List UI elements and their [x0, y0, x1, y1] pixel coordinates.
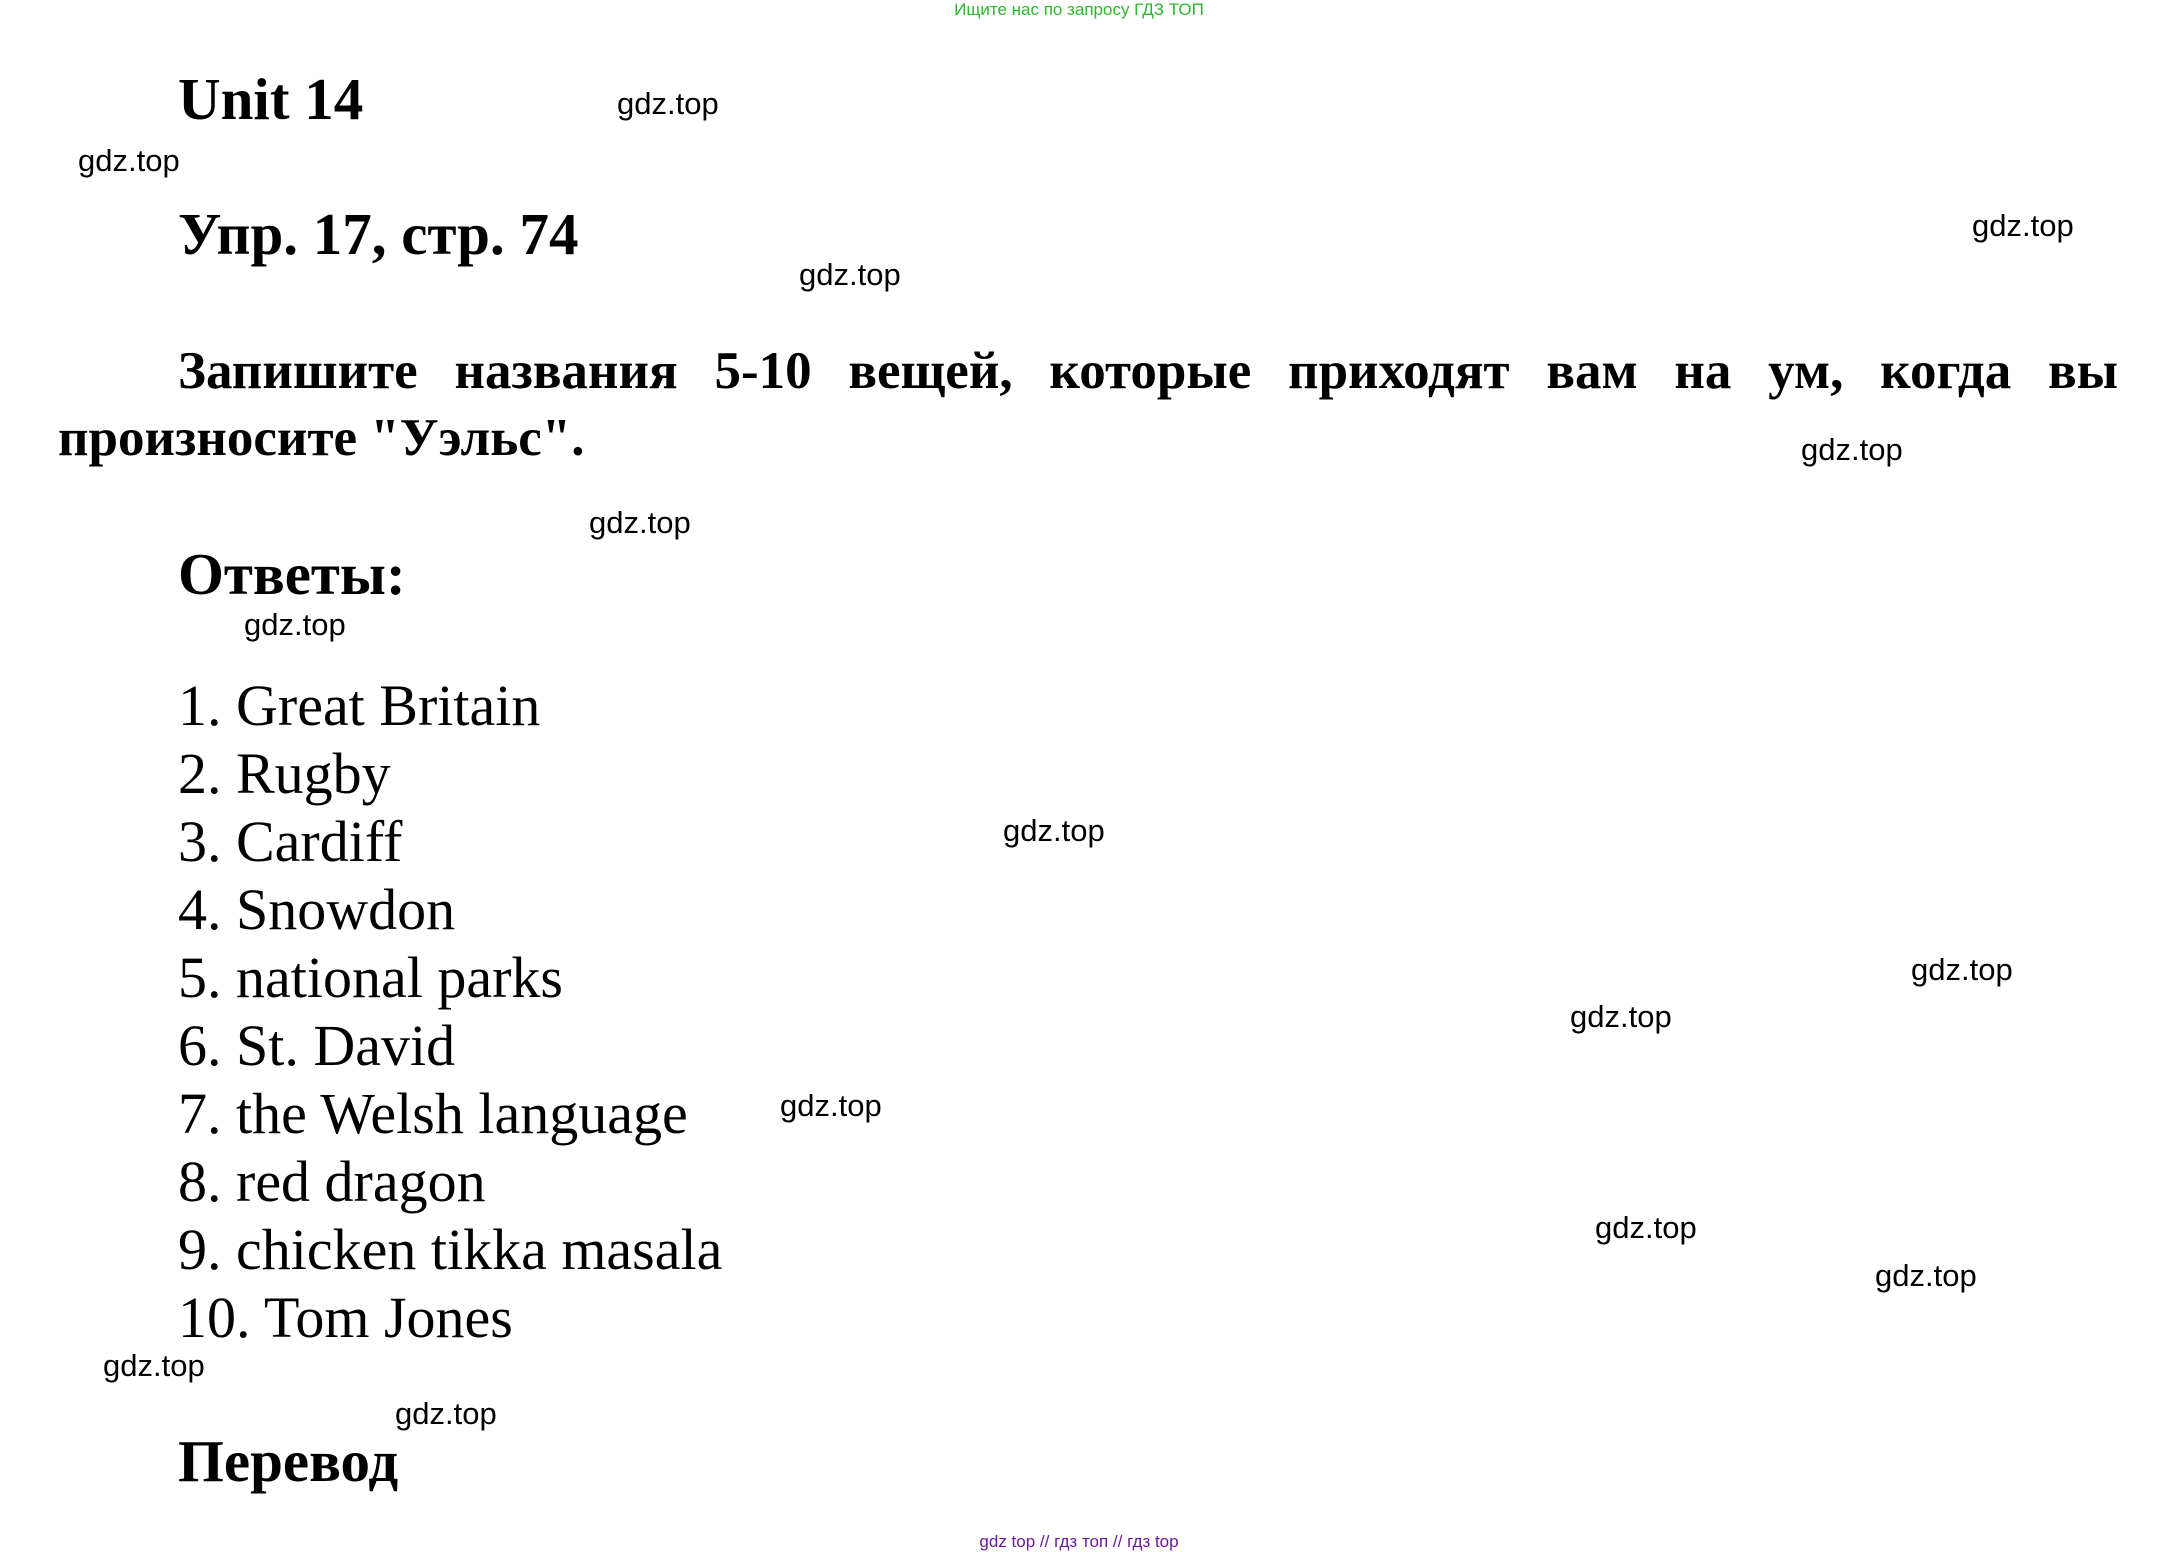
watermark: gdz.top [1801, 432, 1903, 467]
watermark: gdz.top [1003, 813, 1105, 848]
answer-item: 1. Great Britain [178, 673, 541, 738]
answer-item: 9. chicken tikka masala [178, 1217, 723, 1282]
answer-item: 8. red dragon [178, 1149, 486, 1214]
answer-item: 3. Cardiff [178, 809, 403, 874]
answer-item: 4. Snowdon [178, 877, 456, 942]
watermark: gdz.top [395, 1396, 497, 1431]
watermark: gdz.top [1875, 1258, 1977, 1293]
answers-heading: Ответы: [178, 541, 406, 607]
watermark: gdz.top [589, 505, 691, 540]
watermark: gdz.top [1911, 952, 2013, 987]
watermark: gdz.top [1595, 1210, 1697, 1245]
task-text: Запишите названия 5-10 вещей, которые приходят вам на ум, когда вы произносите "Уэльс". [58, 342, 2118, 467]
watermark: gdz.top [780, 1088, 882, 1123]
watermark: gdz.top [617, 86, 719, 121]
answer-item: 7. the Welsh language [178, 1081, 688, 1146]
top-banner: Ищите нас по запросу ГДЗ ТОП [954, 0, 1204, 19]
answers-list [178, 672, 722, 1352]
watermark: gdz.top [1570, 999, 1672, 1034]
unit-title: Unit 14 [178, 66, 364, 132]
exercise-reference: Упр. 17, стр. 74 [178, 201, 579, 267]
watermark: gdz.top [78, 143, 180, 178]
answer-item: 6. St. David [178, 1013, 456, 1078]
answer-item: 5. national parks [178, 945, 563, 1010]
translation-heading: Перевод [178, 1428, 399, 1494]
answer-item: 10. Tom Jones [178, 1285, 513, 1350]
watermark: gdz.top [244, 607, 346, 642]
answer-item: 2. Rugby [178, 741, 391, 806]
watermark: gdz.top [103, 1348, 205, 1383]
watermark: gdz.top [799, 257, 901, 292]
watermark: gdz.top [1972, 208, 2074, 243]
footer-links: gdz top // гдз топ // гдз top [979, 1532, 1179, 1551]
